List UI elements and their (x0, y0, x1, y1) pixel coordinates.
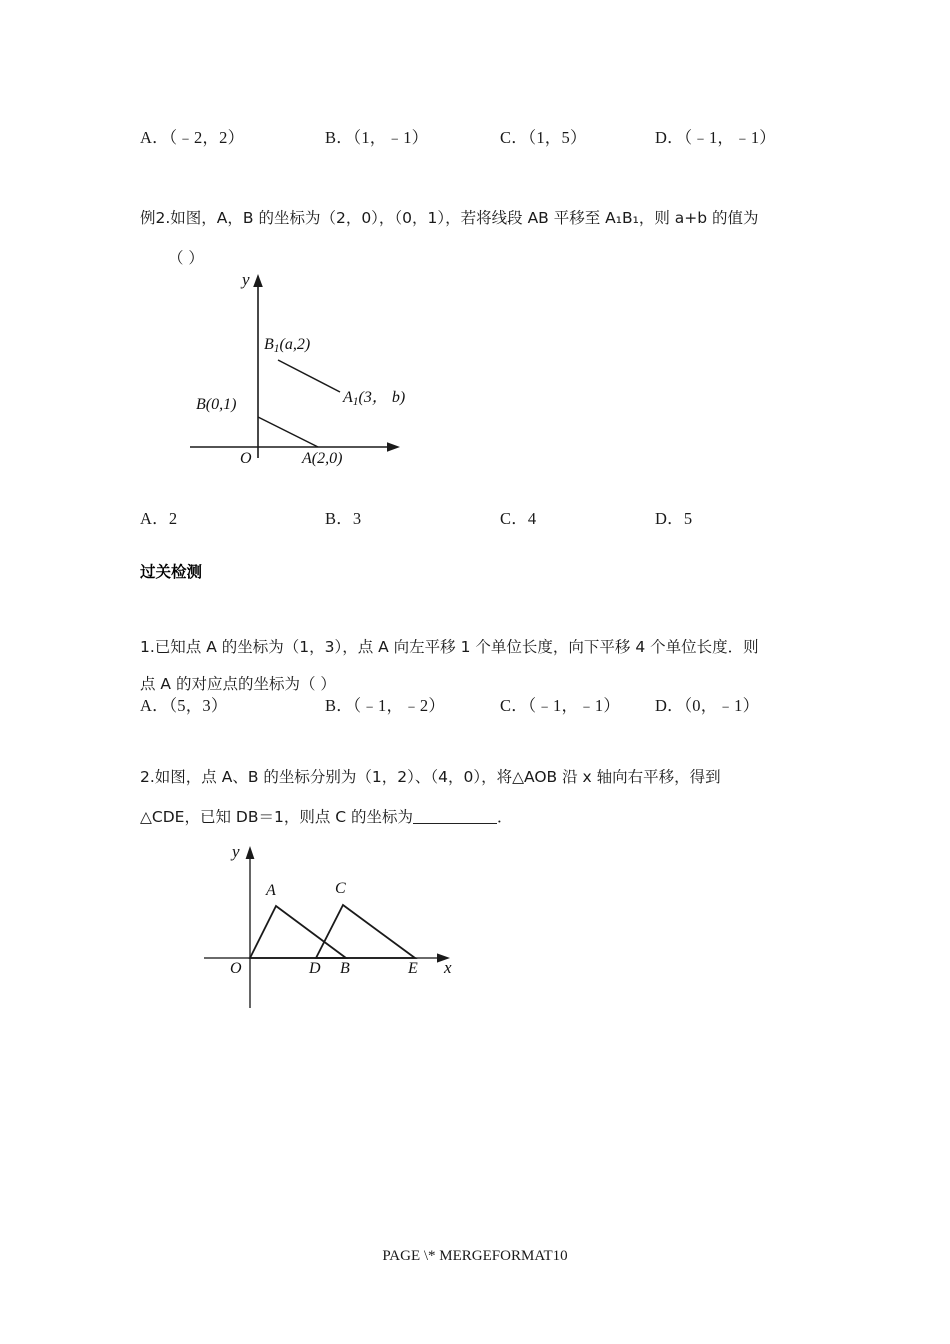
example2-question-line2: （ ） (168, 249, 204, 267)
option-c: C．（1，5） (500, 128, 587, 147)
segment-ab (258, 417, 318, 447)
y-axis-arrow (253, 274, 263, 287)
point-b1-name: B (264, 336, 274, 353)
vertex-e-label: E (408, 960, 418, 977)
point-a-label: A(2,0) (302, 450, 343, 467)
vertex-b-label: B (340, 960, 350, 977)
point-a1-subscript: 1 (352, 395, 359, 408)
question2-figure (196, 838, 486, 1018)
question2-line2-period: ． (497, 808, 513, 826)
option-a: A．（﹣2，2） (140, 128, 245, 147)
q1-option-d: D．（0，﹣1） (655, 696, 760, 715)
triangle-aob (250, 906, 346, 958)
question1-line2: 点 A 的对应点的坐标为（ ） (140, 675, 336, 693)
origin-label: O (240, 450, 252, 467)
y-axis-arrow (246, 846, 255, 859)
example2-option-a: A．2 (140, 509, 178, 528)
q1-option-b: B．（﹣1，﹣2） (325, 696, 446, 715)
point-a1-coord: (3， b) (358, 389, 406, 406)
q1-option-c: C．（﹣1，﹣1） (500, 696, 621, 715)
y-axis-label: y (242, 270, 250, 289)
q1-option-a: A．（5，3） (140, 696, 228, 715)
page-footer: PAGE \* MERGEFORMAT10 (382, 1248, 568, 1264)
y-axis-label: y (232, 842, 240, 861)
origin-label: O (230, 960, 242, 977)
question2-figure-svg (196, 838, 486, 1018)
x-axis-label: x (444, 958, 452, 977)
triangle-cde (316, 905, 415, 958)
point-b1-subscript: 1 (273, 342, 280, 355)
example2-figure (180, 262, 440, 487)
example1-options-row (140, 124, 830, 148)
option-b: B．（1，﹣1） (325, 128, 429, 147)
point-b1-coord: (a,2) (279, 336, 311, 353)
vertex-a-label: A (266, 882, 276, 899)
example2-options-row (140, 505, 830, 529)
example2-option-c: C．4 (500, 509, 537, 528)
option-d: D．（﹣1，﹣1） (655, 128, 776, 147)
point-a1-name: A (343, 389, 353, 406)
vertex-c-label: C (335, 880, 346, 897)
x-axis-arrow (387, 442, 400, 452)
vertex-d-label: D (309, 960, 321, 977)
question1-options-row (140, 692, 830, 716)
question2-line1: 2.如图，点 A、B 的坐标分别为（1，2）、（4，0），将△AOB 沿 x 轴向右平移，得到 (140, 768, 721, 786)
example2-question-line1: 例2.如图，A，B 的坐标为（2，0），（0，1），若将线段 AB 平移至 A₁B₁，则 a+b 的值为 (140, 209, 759, 227)
answer-blank[interactable] (413, 823, 497, 824)
point-b1-label (264, 336, 310, 355)
segment-a1b1 (278, 360, 340, 392)
point-b-label: B(0,1) (196, 396, 237, 413)
example2-option-b: B．3 (325, 509, 362, 528)
question2-line2 (140, 795, 830, 839)
check-section-heading: 过关检测 (140, 563, 203, 581)
question2-line2-text: △CDE，已知 DB＝1，则点 C 的坐标为 (140, 808, 414, 826)
example2-option-d: D．5 (655, 509, 693, 528)
question1-line1: 1.已知点 A 的坐标为（1，3），点 A 向左平移 1 个单位长度，向下平移 4 个单位长度．则 (140, 638, 759, 656)
point-a1-label (343, 384, 405, 408)
